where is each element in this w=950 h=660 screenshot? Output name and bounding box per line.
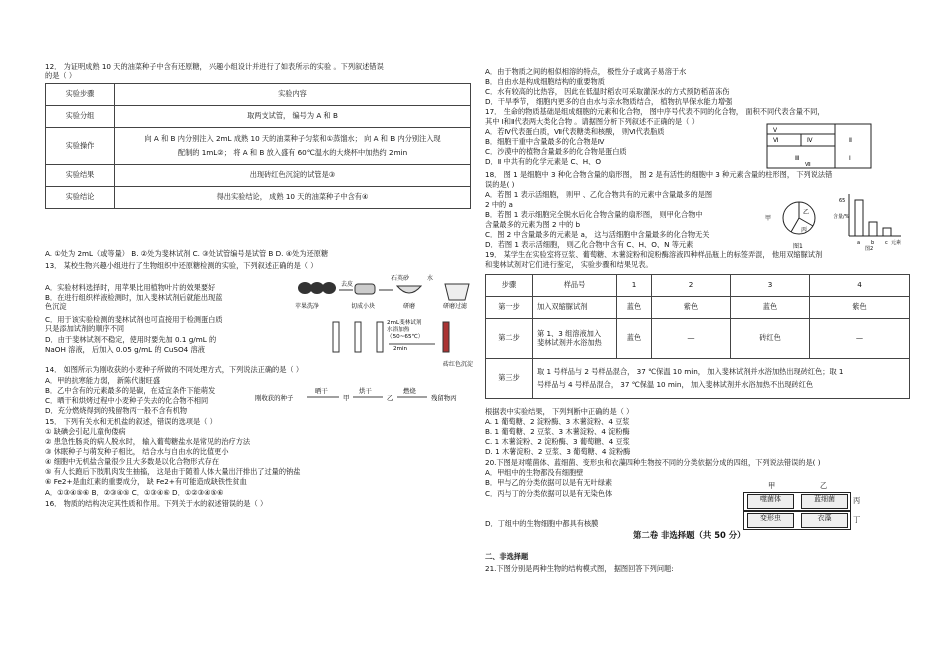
pie-label-bing: 丙: [801, 227, 808, 234]
q14-option-a: A．甲的抗寒能力弱， 新陈代谢旺盛: [45, 376, 161, 385]
q13-option-c-cont: 只是添加试剂的顺序不同: [45, 324, 125, 333]
q15-item-5: ⑤ 有人长跑后下肢肌肉发生抽搐， 这是由于随着人体大量出汗排出了过量的钠盐: [45, 467, 301, 476]
label-vi: Ⅵ: [773, 137, 779, 144]
q13-option-a: A．实验材料选择时，用苹果比用植物叶片的效果要好: [45, 283, 216, 292]
fig-apple-label: 苹果洗净: [295, 303, 320, 310]
q19-option-d: D. 1 木薯淀粉、2 豆浆、3 葡萄糖、4 淀粉酶: [485, 447, 631, 456]
group-yi-label: 乙: [820, 481, 828, 490]
fig-jia-label: 甲: [343, 394, 350, 402]
section-2-title: 第二卷 非选择题（共 50 分）: [633, 530, 746, 540]
q13-option-d: D．由于斐林试剂不稳定，使用时要先加 0.1 g/mL 的: [45, 335, 217, 344]
box-cyanobacteria: 蓝细菌: [801, 494, 848, 509]
q16-option-a: A．由于物质之间的相似相溶的特点， 极性分子或离子易溶于水: [485, 67, 687, 76]
q13-option-b: B．在进行组织样液检测时，加入斐林试剂后就能出现蓝: [45, 293, 223, 302]
table-row: 实验结论 得出实验结论， 成熟 10 天的油菜种子中含有④: [46, 187, 471, 209]
bar-label-b: b: [871, 240, 875, 246]
group-ding-frame: [743, 511, 851, 530]
q20-stem: 20.下图是对噬菌体、蓝细菌、变形虫和衣藻四种生物按不同的分类依据分成的四组，下列说法错误的是( ): [485, 458, 821, 467]
apple-icon: [298, 282, 312, 294]
q17-option-a: A．若Ⅳ代表蛋白质，Ⅶ代表糖类和核酸， 则Ⅵ代表脂质: [485, 127, 665, 136]
fig-dry-label: 烘干: [359, 387, 372, 395]
table-row: 实验结果 出现砖红色沉淀的试管是③: [46, 165, 471, 187]
q13-procedure-figure: [293, 274, 493, 370]
section-2-subtitle: 二、非选择题: [485, 552, 529, 561]
q14-option-d: D．充分燃烧得到的残留物丙一般不含有机物: [45, 406, 188, 415]
q15-item-2: ② 患急性肠炎的病人脱水时， 输入葡萄糖盐水是常见的治疗方法: [45, 437, 251, 446]
q15-item-1: ① 缺碘会引起儿童佝偻病: [45, 427, 126, 436]
q16-option-c: C．水有较高的比热容， 因此在低温时稻农可采取灌深水的方式预防稻苗冻伤: [485, 87, 730, 96]
q19-option-a: A. 1 葡萄糖、2 淀粉酶、3 木薯淀粉、4 豆浆: [485, 417, 630, 426]
fig-peel-label: 去皮: [341, 281, 354, 288]
q18-option-a-cont: 2 中的 a: [485, 200, 513, 209]
pie-label-jia: 甲: [765, 215, 772, 222]
bar-c: [883, 228, 891, 236]
x-axis-label: 元素: [891, 240, 902, 246]
label-i: Ⅰ: [849, 155, 851, 162]
label-iv: Ⅳ: [807, 137, 813, 144]
q17-option-b: B．细胞干重中含量最多的化合物是Ⅳ: [485, 137, 605, 146]
q15-item-3: ③ 休眠种子与萌发种子相比， 结合水与自由水的比值更小: [45, 447, 229, 456]
fig-burn-label: 燃烧: [403, 387, 416, 395]
mortar-icon: [397, 286, 421, 293]
q13-option-b-cont: 色沉淀: [45, 302, 67, 311]
q18-option-b: B．若图 1 表示细胞完全脱水后化合物含量的扇形图， 则甲化合物中: [485, 210, 703, 219]
q16-stem: 16． 物质的结构决定其性质和作用。下列关于水的叙述错误的是（ ）: [45, 499, 268, 508]
label-ii: Ⅱ: [849, 137, 852, 144]
q20-option-b: B．甲与乙的分类依据可以是有无叶绿素: [485, 478, 613, 487]
y-tick-65: 65: [839, 198, 846, 204]
fig-grind-label: 研磨: [403, 303, 416, 310]
q15-item-4: ④ 细胞中无机盐含量很少且大多数是以化合物形式存在: [45, 457, 220, 466]
q20-option-c: C．丙与丁的分类依据可以是有无染色体: [485, 489, 613, 498]
q18-figures: [761, 190, 909, 252]
q14-process-figure: [255, 384, 473, 408]
group-bing-frame: [743, 492, 851, 511]
q14-stem: 14． 如图所示为刚收获的小麦种子所做的不同处理方式，下列说法正确的是（ ）: [45, 365, 304, 374]
q18-option-b-cont: 含量最多的元素为图 2 中的 b: [485, 220, 581, 229]
bar-b: [869, 222, 877, 236]
fig-reagent-label: 2mL斐林试剂: [387, 320, 422, 326]
group-ding-label: 丁: [853, 515, 861, 524]
q18-option-c: C．图 2 中含量最多的元素是 a， 这与活细胞中含量最多的化合物无关: [485, 230, 710, 239]
q17-area-diagram: [765, 122, 875, 172]
beaker-icon: [445, 284, 469, 300]
q15-item-6: ⑥ Fe2+是血红素的重要成分， 缺 Fe2+有可能造成缺铁性贫血: [45, 477, 247, 486]
fig-temp-label: （50~65℃）: [387, 334, 424, 340]
q17-option-c: C．沙漠中的植物含量最多的化合物是蛋白质: [485, 147, 627, 156]
test-tube-icon: [377, 322, 383, 352]
q16-option-d: D．干旱季节， 细胞内更多的自由水与亲水物质结合， 植物抗旱保水能力增强: [485, 97, 733, 106]
table-row: 实验操作 向 A 和 B 内分别注入 2mL 成熟 10 天的油菜种子匀浆和①蒸馏水； 向 A 和 B 内分别注入现 配制的 1mL②； 将 A 和 B 放入盛有 60℃温水的大烧杯中加热约 2min: [46, 128, 471, 165]
q18-stem-2: 误的是( ): [485, 180, 515, 189]
q18-option-d: D．若图 1 表示活细胞， 则乙化合物中含有 C、H、O、N 等元素: [485, 240, 694, 249]
experiment-table-q19: [485, 274, 910, 399]
q17-option-d: D．Ⅱ 中共有的化学元素是 C、H、O: [485, 157, 601, 166]
table-row: 实验步骤 实验内容: [46, 84, 471, 106]
q19-option-b: B. 1 葡萄糖、2 豆浆、3 木薯淀粉、4 淀粉酶: [485, 427, 630, 436]
q20-option-d: D．丁组中的生物细胞中都具有核膜: [485, 519, 599, 528]
test-tube-icon: [355, 322, 361, 352]
fig-brick-label: 砖红色沉淀: [443, 361, 474, 368]
q18-stem-1: 18． 图 1 是细胞中 3 种化合物含量的扇形图， 图 2 是有活性的细胞中 3 种元素含量的柱形图， 下列说法错: [485, 170, 833, 179]
q13-option-c: C．用于该实验检测的斐林试剂也可直接用于检测蛋白质: [45, 315, 223, 324]
q21-stem: 21.下图分别是两种生物的结构模式图， 据图回答下列问题:: [485, 564, 674, 573]
label-v: Ⅴ: [773, 127, 778, 134]
fig-yi-label: 乙: [387, 394, 394, 402]
pie-label-yi: 乙: [803, 209, 810, 216]
q15-options: A．①③④⑤⑥ B．②③④⑤ C．①③④⑥ D．①②③④⑤⑥: [45, 488, 224, 497]
q13-option-d-cont: NaOH 溶液， 后加入 0.05 g/mL 的 CuSO4 溶液: [45, 345, 205, 354]
q14-option-b: B．乙中含有的元素最多的是碳，在适宜条件下能萌发: [45, 386, 216, 395]
y-axis-label: 含量/%: [833, 214, 850, 220]
group-bing-label: 丙: [853, 496, 861, 505]
q16-option-b: B．自由水是构成细胞结构的重要物质: [485, 77, 605, 86]
fig-cut-label: 切成小块: [351, 303, 376, 310]
bar-label-c: c: [885, 240, 888, 246]
bar-a: [855, 200, 863, 236]
q19-stem-2: 和斐林试剂对它们进行鉴定， 实验步骤和结果见表。: [485, 260, 653, 269]
q12-stem-1: 12． 为证明成熟 10 天的油菜种子中含有还原糖， 兴趣小组设计并进行了如表所示的实验 。下列叙述错误: [45, 62, 384, 71]
fig-water-label: 水: [427, 275, 434, 282]
q12-stem-2: 的是（ ）: [45, 71, 77, 80]
q19-option-c: C. 1 木薯淀粉、2 淀粉酶、3 葡萄糖、4 豆浆: [485, 437, 630, 446]
q19-stem-1: 19． 某学生在实验室将豆浆、葡萄糖、木薯淀粉和淀粉酶溶液四种样品瓶上的标签弄混， 他用双缩脲试剂: [485, 250, 823, 259]
q15-stem: 15． 下列有关水和无机盐的叙述，错误的选项是（ ）: [45, 417, 217, 426]
apple-icon: [310, 282, 324, 294]
q17-stem-2: 其中 Ⅰ和Ⅱ代表两大类化合物 。请据图分析下列叙述不正确的是（ ）: [485, 117, 699, 126]
q13-stem: 13． 某校生物兴趣小组进行了生物组织中还原糖检测的实验，下列叙述正确的是（ ）: [45, 261, 318, 270]
q14-option-c: C．晒干和烘烤过程中小麦种子失去的化合物不相同: [45, 396, 209, 405]
test-tube-icon: [443, 322, 449, 352]
q12-options: A. ①处为 2mL（或等量） B. ②处为斐林试剂 C. ③处试管编号是试管 B D. ④处为还原糖: [45, 249, 329, 258]
table-row: 步骤 样品号 1 2 3 4: [486, 275, 910, 297]
test-tube-icon: [333, 322, 339, 352]
table-row: 第一步 加入双缩脲试剂 蓝色 紫色 蓝色 紫色: [486, 297, 910, 319]
fig-sand-label: 石英砂: [391, 275, 410, 282]
fig-time-label: 2min: [393, 346, 408, 352]
cut-pieces-icon: [355, 284, 375, 294]
q20-option-a: A．甲组中的生物都没有细胞壁: [485, 468, 584, 477]
group-jia-label: 甲: [768, 481, 776, 490]
experiment-table-q12: [45, 83, 471, 209]
q19-ask: 根据表中实验结果， 下列判断中正确的是（ ）: [485, 407, 634, 416]
fig2-caption: 图2: [865, 246, 874, 252]
fig-filter-label: 研磨过滤: [443, 303, 468, 310]
box-phage: 噬菌体: [747, 494, 794, 509]
fig-ash-label: 残留物丙: [431, 394, 457, 402]
box-amoeba: 变形虫: [747, 513, 794, 528]
table-row: 第三步 取 1 号样品与 2 号样品混合， 37 ℃保温 10 min， 加入斐林试剂并水浴加热出现砖红色；取 1 号样品与 4 号样品混合， 37 ℃保温 10 min， 加入斐林试剂并水浴加热不出现砖红色: [486, 359, 910, 399]
label-iii: Ⅲ: [795, 155, 800, 162]
bar-label-a: a: [857, 240, 861, 246]
fig-seed-label: 刚收获的种子: [255, 394, 294, 402]
q17-stem-1: 17． 生命的物质基础是组成细胞的元素和化合物， 图中序号代表不同的化合物， 面积不同代表含量不同，: [485, 107, 825, 116]
box-chlamydomonas: 衣藻: [801, 513, 848, 528]
apple-icon: [322, 282, 336, 294]
table-row: 实验分组 取两支试管， 编号为 A 和 B: [46, 106, 471, 128]
table-row: 第二步 第 1、3 组溶液加入 斐林试剂并水浴加热 蓝色 — 砖红色 —: [486, 319, 910, 359]
fig-sun-label: 晒干: [315, 387, 328, 395]
fig-heat-label: 水浴加热: [387, 327, 410, 333]
fig1-caption: 图1: [793, 243, 803, 250]
q18-option-a: A．若图 1 表示活细胞， 则甲 、乙化合物共有的元素中含量最多的是图: [485, 190, 713, 199]
label-vii: Ⅶ: [805, 162, 811, 168]
